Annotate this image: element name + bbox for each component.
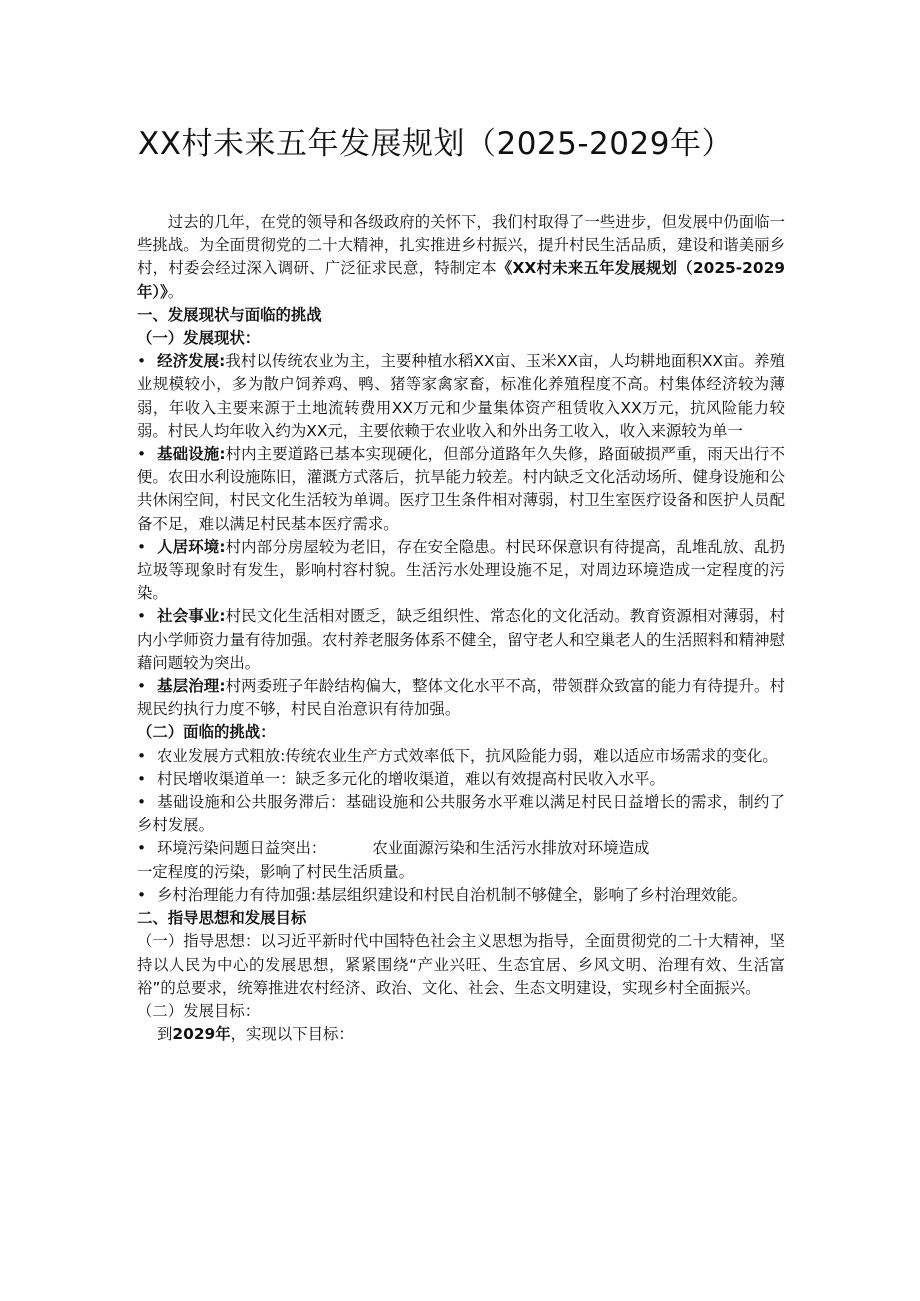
bullet-dot: •	[137, 352, 147, 371]
document-body	[137, 211, 785, 1046]
status-item-label: 经济发展:	[157, 352, 226, 371]
section2-heading: 二、指导思想和发展目标	[137, 909, 307, 928]
challenge-text: 农业发展方式粗放:传统农业生产方式效率低下，抗风险能力弱，难以适应市场需求的变化。	[157, 746, 778, 765]
status-item-living-environment	[137, 536, 785, 606]
status-item-text: 村内主要道路已基本实现硬化，但部分道路年久失修，路面破损严重，雨天出行不便。农田水利设施陈旧，灌溉方式落后，抗旱能力较差。村内缺乏文化活动场所、健身设施和公共休闲空间，村民文化生活较为单调。医疗卫生条件相对薄弱，村卫生室医疗设备和医护人员配备不足，难以满足村民基本医疗需求。	[137, 445, 785, 533]
challenge-item	[137, 884, 785, 907]
guiding-ideology: （一）指导思想：以习近平新时代中国特色社会主义思想为指导，全面贯彻党的二十大精神，坚持以人民为中心的发展思想，紧紧围绕“产业兴旺、生态宜居、乡风文明、治理有效、生活富裕”的总要求，统筹推进农村经济、政治、文化、社会、生态文明建设，实现乡村全面振兴。	[137, 932, 785, 997]
bullet-dot: •	[137, 769, 147, 788]
status-item-social	[137, 605, 785, 675]
intro-paragraph	[137, 211, 785, 304]
challenge-text-continued: 一定程度的污染，影响了村民生活质量。	[137, 862, 415, 881]
challenge-item	[137, 768, 785, 791]
bullet-dot: •	[137, 677, 147, 696]
goals-intro-post: ，实现以下目标：	[230, 1025, 354, 1044]
challenge-text: 农业面源污染和生活污水排放对环境造成	[372, 839, 650, 858]
status-item-economy	[137, 350, 785, 443]
status-item-text: 村两委班子年龄结构偏大，整体文化水平不高，带领群众致富的能力有待提升。村规民约执行力度不够，村民自治意识有待加强。	[137, 677, 785, 719]
status-item-label: 社会事业:	[157, 607, 226, 626]
challenges-heading: （二）面临的挑战：	[137, 723, 276, 742]
status-item-label: 基层治理:	[157, 677, 226, 696]
goals-intro	[137, 1023, 785, 1046]
status-item-infrastructure	[137, 443, 785, 536]
status-item-governance	[137, 675, 785, 721]
goals-heading: （二）发展目标：	[137, 1001, 261, 1020]
bullet-dot: •	[137, 537, 147, 556]
bullet-dot: •	[137, 445, 147, 464]
bullet-dot: •	[137, 793, 147, 812]
plan-name: 《XX村未来五年发展规划（2025-2029年）》	[137, 259, 785, 301]
challenge-text: 村民增收渠道单一：缺乏多元化的增收渠道，难以有效提高村民收入水平。	[157, 769, 665, 788]
goals-year: 2029年	[172, 1025, 231, 1044]
intro-text: 过去的几年，在党的领导和各级政府的关怀下，我们村取得了一些进步，但发展中仍面临一些挑战。为全面贯彻党的二十大精神，扎实推进乡村振兴，提升村民生活品质，建设和谐美丽乡村，村委会经过深入调研、广泛征求民意，特制定本	[137, 213, 785, 278]
intro-end: 。	[167, 282, 184, 301]
status-item-label: 人居环境:	[157, 537, 226, 556]
challenge-item	[137, 791, 785, 837]
challenge-item	[137, 745, 785, 768]
status-item-label: 基础设施:	[157, 445, 226, 464]
document-title: XX村未来五年发展规划（2025-2029年）	[138, 126, 733, 162]
challenge-text: 基础设施和公共服务滞后：基础设施和公共服务水平难以满足村民日益增长的需求，制约了乡村发展。	[137, 793, 785, 835]
challenge-item-environment	[137, 837, 785, 883]
status-item-text: 村内部分房屋较为老旧，存在安全隐患。村民环保意识有待提高，乱堆乱放、乱扔垃圾等现象时有发生，影响村容村貌。生活污水处理设施不足，对周边环境造成一定程度的污染。	[137, 537, 785, 603]
bullet-dot: •	[137, 746, 147, 765]
section1-heading: 一、发展现状与面临的挑战	[137, 305, 322, 324]
challenge-text: 乡村治理能力有待加强:基层组织建设和村民自治机制不够健全，影响了乡村治理效能。	[157, 885, 748, 904]
goals-intro-pre: 到	[157, 1025, 173, 1044]
bullet-dot: •	[137, 885, 147, 904]
challenge-label: 环境污染问题日益突出：	[157, 839, 327, 858]
status-heading: （一）发展现状：	[137, 329, 261, 348]
bullet-dot: •	[137, 607, 147, 626]
bullet-dot: •	[137, 839, 147, 858]
status-item-text: 村民文化生活相对匮乏，缺乏组织性、常态化的文化活动。教育资源相对薄弱，村内小学师资力量有待加强。农村养老服务体系不健全，留守老人和空巢老人的生活照料和精神慰藉问题较为突出。	[137, 607, 785, 672]
status-item-text: 我村以传统农业为主，主要种植水稻XX亩、玉米XX亩，人均耕地面积XX亩。养殖业规模较小，多为散户饲养鸡、鸭、猪等家禽家畜，标准化养殖程度不高。村集体经济较为薄弱，年收入主要来源于土地流转费用XX万元和少量集体资产租赁收入XX万元，抗风险能力较弱。村民人均年收入约为XX元，主要依赖于农业收入和外出务工收入，收入来源较为单一	[137, 352, 786, 440]
